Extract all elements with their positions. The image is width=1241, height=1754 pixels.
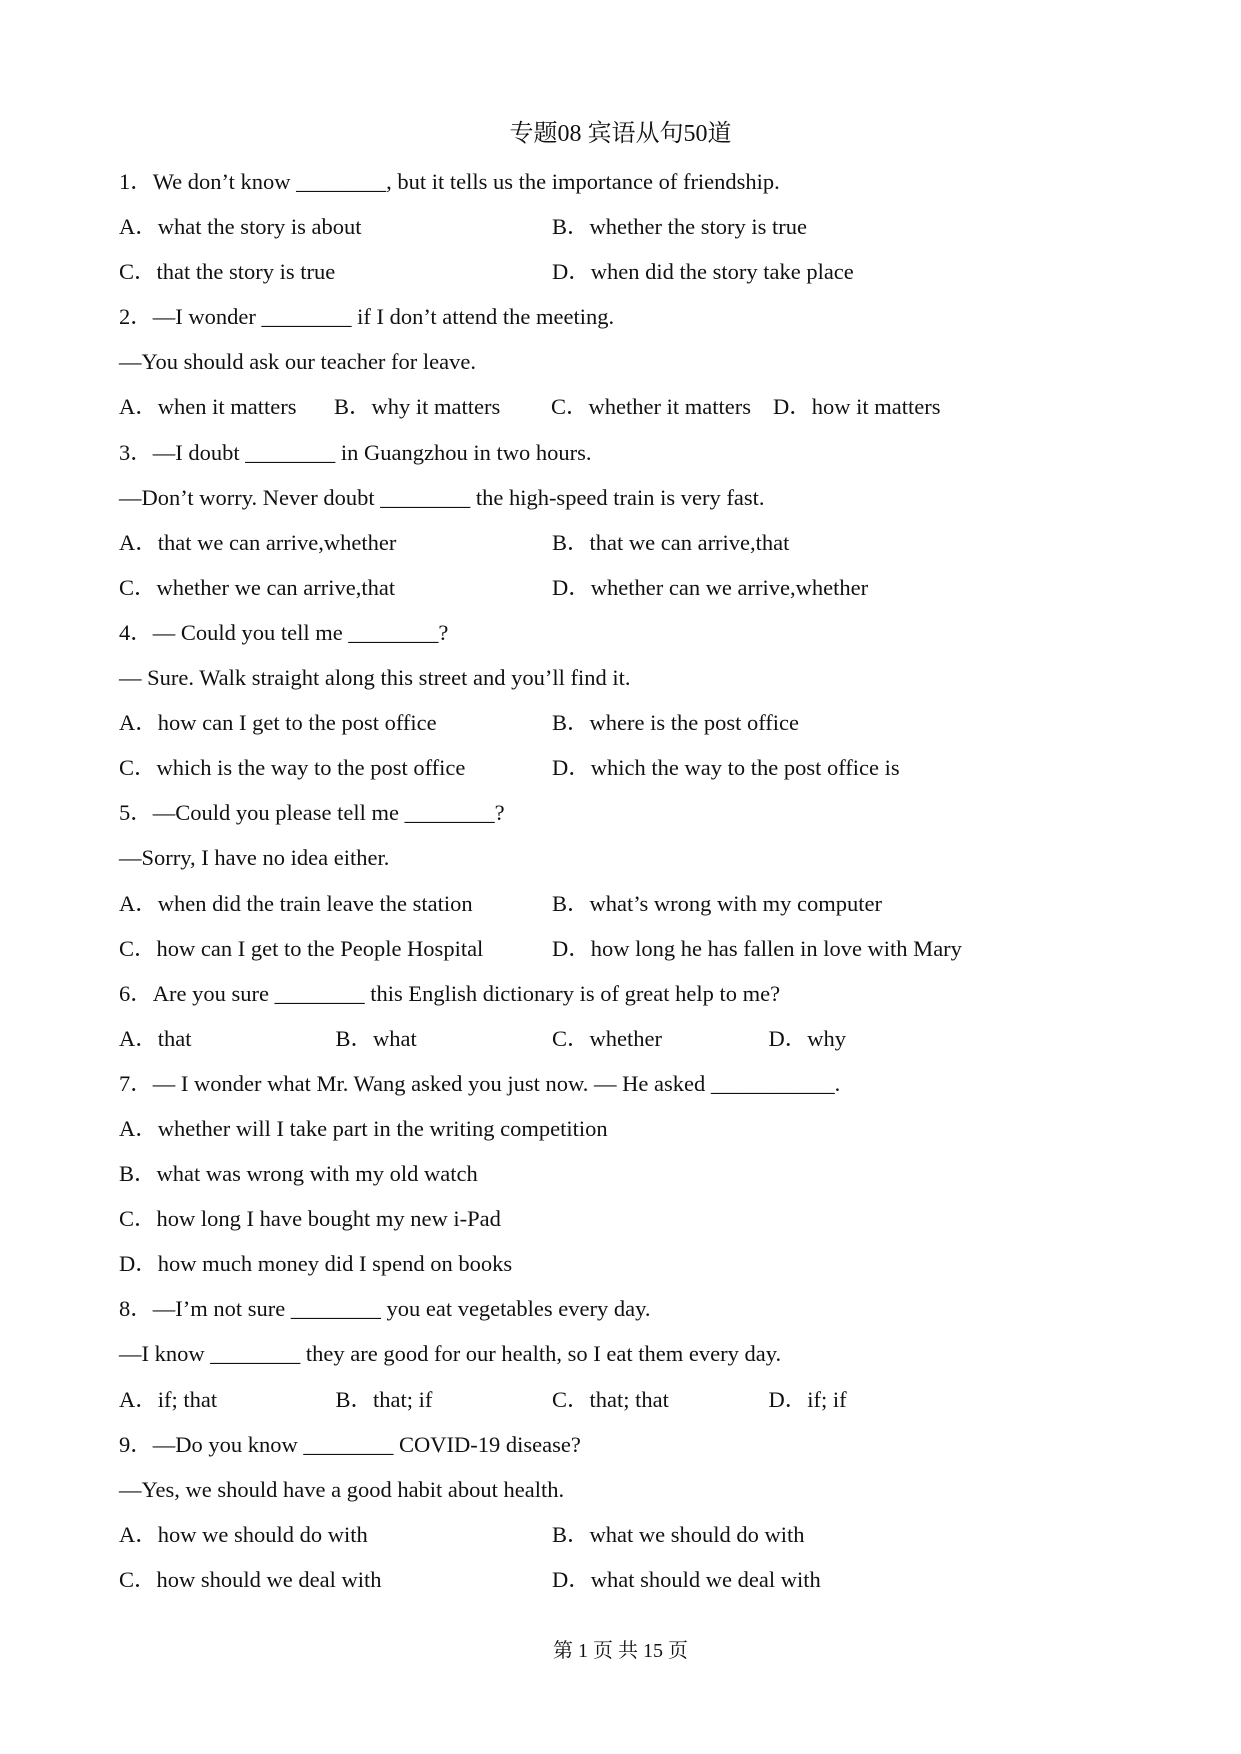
- answer-option: C．that; that: [552, 1386, 669, 1412]
- answer-option: A．what the story is about: [119, 214, 362, 240]
- answer-option: D．which the way to the post office is: [552, 755, 900, 781]
- answer-option: C．which is the way to the post office: [119, 755, 466, 781]
- answer-option: A．if; that: [119, 1386, 218, 1412]
- question-stem: 1．We don’t know ________, but it tells us the importance of friendship.: [119, 169, 780, 194]
- dialogue-line: —Don’t worry. Never doubt ________ the high-speed train is very fast.: [119, 484, 765, 510]
- answer-option: B．that we can arrive,that: [552, 529, 790, 555]
- answer-option: C．how should we deal with: [119, 1566, 382, 1592]
- question-6: [119, 971, 1129, 1061]
- answer-option: D．whether can we arrive,whether: [552, 574, 869, 600]
- question-stem: 3．—I doubt ________ in Guangzhou in two hours.: [119, 439, 592, 465]
- dialogue-line: —Yes, we should have a good habit about health.: [119, 1476, 565, 1502]
- answer-option: A．how can I get to the post office: [119, 710, 437, 736]
- question-list: [119, 159, 1129, 1602]
- answer-option: C．how long I have bought my new i-Pad: [119, 1206, 501, 1232]
- question-stem: 9．—Do you know ________ COVID-19 disease?: [119, 1431, 581, 1457]
- answer-option: D．when did the story take place: [552, 259, 854, 285]
- dialogue-line: —You should ask our teacher for leave.: [119, 349, 477, 375]
- answer-option: A．that we can arrive,whether: [119, 529, 397, 555]
- dialogue-line: — Sure. Walk straight along this street and you’ll find it.: [119, 665, 631, 691]
- answer-option: C．whether it matters: [551, 394, 751, 420]
- question-stem: 6．Are you sure ________ this English dictionary is of great help to me?: [119, 980, 781, 1006]
- answer-option: D．how much money did I spend on books: [119, 1251, 513, 1277]
- answer-option: D．if; if: [768, 1386, 847, 1412]
- question-stem: 5．—Could you please tell me ________?: [119, 800, 505, 826]
- answer-option: B．what was wrong with my old watch: [119, 1161, 478, 1187]
- answer-option: D．what should we deal with: [552, 1566, 821, 1592]
- answer-option: C．how can I get to the People Hospital: [119, 935, 484, 961]
- answer-option: A．when it matters: [119, 394, 297, 420]
- page-footer: 第 1 页 共 15 页: [553, 1640, 688, 1662]
- question-7: [119, 1061, 1129, 1286]
- question-5: [119, 790, 1129, 970]
- question-2: [119, 294, 1129, 429]
- answer-option: B．what we should do with: [552, 1521, 805, 1547]
- answer-option: D．why: [768, 1025, 846, 1051]
- answer-option: A．when did the train leave the station: [119, 890, 473, 916]
- answer-option: A．whether will I take part in the writing competition: [119, 1115, 608, 1141]
- option-row: [119, 1512, 1129, 1557]
- question-3: [119, 430, 1129, 610]
- option-row: [119, 745, 1129, 790]
- option-row: [119, 1557, 1129, 1602]
- option-row: [119, 1377, 1129, 1422]
- option-row: [119, 249, 1129, 294]
- option-row: [119, 881, 1129, 926]
- question-1: [119, 159, 1129, 294]
- question-8: [119, 1286, 1129, 1421]
- dialogue-line: —Sorry, I have no idea either.: [119, 845, 390, 871]
- answer-option: A．how we should do with: [119, 1521, 368, 1547]
- option-row: [119, 520, 1129, 565]
- answer-option: B．what: [335, 1025, 417, 1051]
- answer-option: B．where is the post office: [552, 710, 800, 736]
- answer-option: B．whether the story is true: [552, 214, 807, 240]
- question-9: [119, 1422, 1129, 1602]
- answer-option: D．how long he has fallen in love with Mary: [552, 935, 962, 961]
- answer-option: B．what’s wrong with my computer: [552, 890, 882, 916]
- option-row: [119, 700, 1129, 745]
- option-row: [119, 565, 1129, 610]
- question-stem: 8．—I’m not sure ________ you eat vegetables every day.: [119, 1296, 651, 1322]
- page-title: 专题08 宾语从句50道: [509, 121, 732, 147]
- answer-option: D．how it matters: [773, 394, 941, 420]
- answer-option: C．whether we can arrive,that: [119, 574, 396, 600]
- option-row: [119, 384, 1129, 429]
- question-stem: 4．— Could you tell me ________?: [119, 619, 449, 645]
- answer-option: C．that the story is true: [119, 259, 336, 285]
- dialogue-line: —I know ________ they are good for our health, so I eat them every day.: [119, 1341, 782, 1367]
- answer-option: B．why it matters: [334, 394, 501, 420]
- option-row: [119, 1016, 1129, 1061]
- question-stem: 2．—I wonder ________ if I don’t attend the meeting.: [119, 304, 615, 330]
- option-row: [119, 926, 1129, 971]
- question-stem: 7．— I wonder what Mr. Wang asked you just now. — He asked ___________.: [119, 1070, 841, 1096]
- answer-option: B．that; if: [335, 1386, 433, 1412]
- option-row: [119, 204, 1129, 249]
- answer-option: A．that: [119, 1025, 192, 1051]
- question-4: [119, 610, 1129, 790]
- answer-option: C．whether: [552, 1025, 662, 1051]
